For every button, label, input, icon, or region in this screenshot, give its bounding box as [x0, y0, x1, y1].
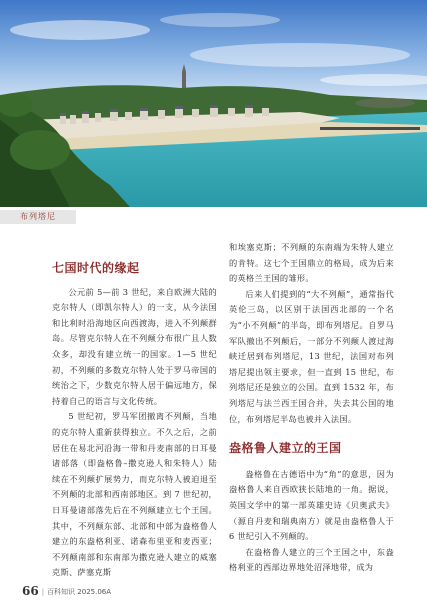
page-footer: [22, 584, 111, 598]
section-heading-seven-kingdoms: 七国时代的缘起: [52, 261, 140, 275]
section-heading-angles-kingdom: 盎格鲁人建立的王国: [229, 441, 342, 456]
footer-divider: |: [41, 588, 45, 596]
page-number: 66: [22, 584, 39, 598]
coastal-town-photo: [0, 0, 427, 207]
publication-info: 百科知识 2025.06A: [47, 588, 112, 596]
paragraph: 在盎格鲁人建立的三个王国之中，东盎格利亚的西部边界地处沼泽地带，成为: [229, 546, 394, 573]
paragraph: 公元前 5—前 3 世纪，来自欧洲大陆的克尔特人（即凯尔特人）的一支，从今法国和比利时沿海地区向西渡海，进入不列颠群岛。尽管克尔特人在不列颠分布很广且人数众多，却没有建立统一的国家。1—5 世纪初，不列颠的多数克尔特人处于罗马帝国的统治之下，少数克尔特人居于偏远地方，保持着自己的语言与文化传统。: [52, 286, 217, 406]
left-column: [52, 245, 217, 581]
paragraph: 盎格鲁在古德语中为“角”的意思，因为盎格鲁人来自西欧狭长陆地的一角。据说，英国文学中的第一部英雄史诗《贝奥武夫》（源自丹麦和瑞典南方）就是由盎格鲁人于 6 世纪引入不列颠的。: [229, 468, 394, 542]
right-column: [229, 240, 394, 576]
section-tag-label: 布列塔尼: [20, 212, 56, 221]
section-tag: [0, 210, 76, 224]
paragraph-continued: 和埃塞克斯；不列颠的东南端为朱特人建立的肯特。这七个王国鼎立的格局，成为后来的英格兰王国的雏形。: [229, 242, 394, 284]
paragraph: 后来人们提到的“大不列颠”，通常指代英伦三岛，以区别于法国西北部的一个名为“小不列颠”的半岛，即布列塔尼。自罗马军队撤出不列颠后，一部分不列颠人渡过海峡迁居到布列塔尼，13 世纪，法国对布列塔尼提出领主要求，但一直到 15 世纪，布列塔尼还是独立的公国。直到 1532 年，布列塔尼与法兰西王国合并，失去其公国的地位，布列塔尼半岛也被并入法国。: [229, 288, 394, 424]
paragraph: 5 世纪初，罗马军团撤离不列颠，当地的克尔特人重新获得独立。不久之后，之前居住在易北河沿海一带和丹麦南部的日耳曼诸部落（即盎格鲁–撒克逊人和朱特人）陆续在不列颠扩展势力，而克尔特人被迫退至不列颠的北部和西南部地区。到 7 世纪初，日耳曼诸部落先后在不列颠建立七个王国。其中，不列颠东部、北部和中部为盎格鲁人建立的东盎格利亚、诺森布里亚和麦西亚；不列颠南部和东南部为撒克逊人建立的威塞克斯、萨塞克斯: [52, 411, 217, 578]
